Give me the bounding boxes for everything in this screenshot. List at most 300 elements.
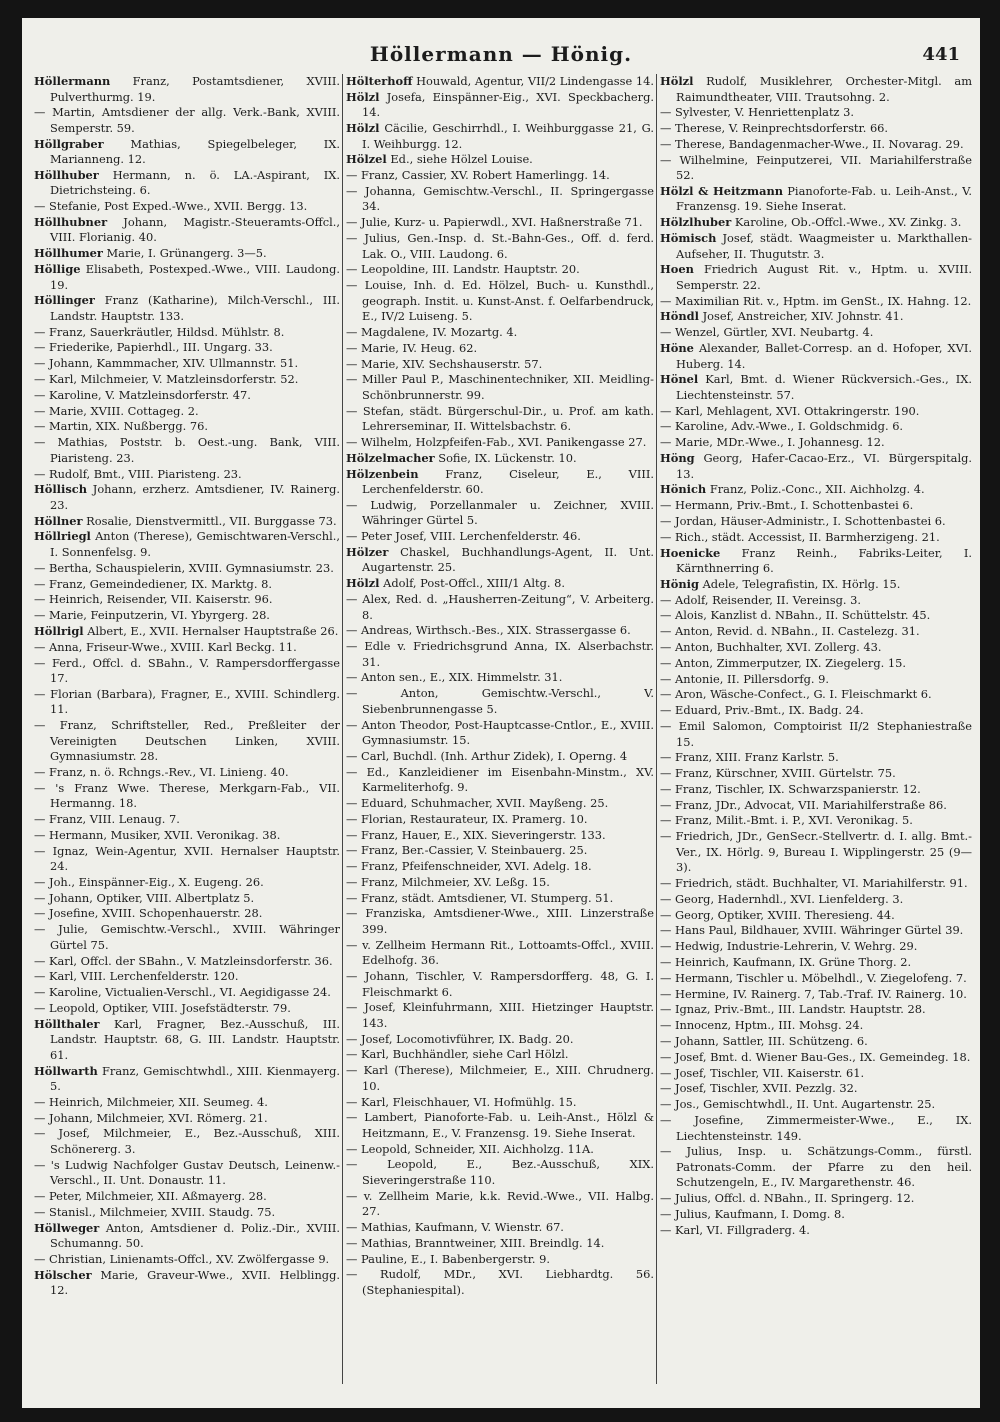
entry-details: — Alois, Kanzlist d. NBahn., II. Schüttelstr. 45. — [660, 608, 931, 623]
entry-details: — Florian (Barbara), Fragner, E., XVIII. Schindlerg. 11. — [34, 686, 340, 717]
entry-details: — Julius, Gen.-Insp. d. St.-Bahn-Ges., Off. d. ferd. Lak. O., VIII. Laudong. 6. — [346, 231, 654, 261]
entry-surname: Höng — [660, 451, 695, 466]
entry-details: — Anton, Buchhalter, XVI. Zollerg. 43. — [660, 640, 882, 655]
directory-entry — [660, 215, 972, 231]
directory-entry — [346, 1220, 654, 1236]
directory-entry — [34, 246, 340, 262]
entry-details: — Leopold, E., Bez.-Ausschuß, XIX. Sieveringerstraße 110. — [346, 1157, 654, 1187]
directory-entry — [346, 1110, 654, 1141]
entry-details: — Anton sen., E., XIX. Himmelstr. 31. — [346, 670, 563, 685]
entry-details: — Josef, Tischler, XVII. Pezzlg. 32. — [660, 1081, 858, 1096]
entry-details: — Antonie, II. Pillersdorfg. 9. — [660, 671, 830, 686]
entry-details: — Franz, Milit.-Bmt. i. P., XVI. Veronikag. 5. — [660, 813, 913, 828]
directory-entry — [34, 985, 340, 1001]
entry-details: — Friedrich, städt. Buchhalter, VI. Mariahilferstr. 91. — [660, 876, 968, 891]
entry-details: — Josef, Milchmeier, E., Bez.-Ausschuß, XIII. Schönererg. 3. — [34, 1126, 340, 1156]
entry-details: — Karl, VI. Fillgraderg. 4. — [660, 1222, 810, 1237]
directory-entry — [346, 215, 654, 231]
entry-details: — Karl, Mehlagent, XVI. Ottakringerstr. 190. — [660, 403, 920, 418]
entry-details: — Johann, Milchmeier, XVI. Römerg. 21. — [34, 1110, 268, 1125]
entry-details: — Karoline, Victualien-Verschl., VI. Aegidigasse 24. — [34, 985, 331, 1000]
entry-details: — Julius, Insp. u. Schätzungs-Comm., fürstl. Patronats-Comm. der Pfarre zu den heil. Schutzengeln, E., IV. Margarethenstr. 46. — [660, 1144, 972, 1190]
directory-entry — [34, 577, 340, 593]
entry-details: Johann, erzherz. Amtsdiener, IV. Rainerg. 23. — [50, 482, 340, 512]
directory-entry — [34, 215, 340, 246]
directory-entry — [34, 1126, 340, 1157]
entry-details: — Emil Salomon, Comptoirist II/2 Stephaniestraße 15. — [660, 719, 972, 749]
entry-surname: Hoen — [660, 262, 694, 277]
column-2 — [346, 74, 654, 1394]
entry-details: — Ludwig, Porzellanmaler u. Zeichner, XVIII. Währinger Gürtel 5. — [346, 497, 654, 528]
directory-entry — [660, 530, 972, 546]
directory-entry — [660, 74, 972, 105]
directory-entry — [660, 1144, 972, 1191]
directory-entry — [346, 1189, 654, 1220]
entry-details: — Leopold, Schneider, XII. Aichholzg. 11A. — [346, 1141, 594, 1156]
entry-details: — Marie, XVIII. Cottageg. 2. — [34, 403, 199, 418]
entry-details: — Hermine, IV. Rainerg. 7, Tab.-Traf. IV. Rainerg. 10. — [660, 986, 967, 1001]
directory-entry — [34, 1189, 340, 1205]
directory-entry — [660, 482, 972, 498]
directory-entry — [34, 105, 340, 136]
directory-entry — [660, 1113, 972, 1144]
entry-details: — Wilhelm, Holzpfeifen-Fab., XVI. Panikengasse 27. — [346, 434, 647, 449]
entry-details: — Marie, Feinputzerin, VI. Ybyrgerg. 28. — [34, 608, 270, 623]
directory-entry — [34, 1268, 340, 1299]
entry-details: — Florian, Restaurateur, IX. Pramerg. 10. — [346, 811, 588, 826]
directory-entry — [346, 1047, 654, 1063]
entry-surname: Hömisch — [660, 231, 717, 246]
entry-details: — Ignaz, Wein-Agentur, XVII. Hernalser Hauptstr. 24. — [34, 843, 340, 874]
entry-surname: Höllwarth — [34, 1063, 98, 1078]
directory-entry — [346, 1095, 654, 1111]
entry-surname: Hönel — [660, 372, 699, 387]
directory-entry — [346, 467, 654, 498]
entry-surname: Hölzl — [346, 121, 380, 136]
entry-details: — Johann, Kammmacher, XIV. Ullmannstr. 51. — [34, 356, 299, 371]
entry-details: Anton (Therese), Gemischtwaren-Verschl., I. Sonnenfelsg. 9. — [50, 529, 340, 559]
entry-details: — Julie, Gemischtw.-Verschl., XVIII. Währinger Gürtel 75. — [34, 922, 340, 952]
directory-entry — [34, 1111, 340, 1127]
directory-entry — [34, 765, 340, 781]
entry-surname: Höllinger — [34, 293, 95, 308]
entry-details: — Christian, Linienamts-Offcl., XV. Zwölfergasse 9. — [34, 1251, 330, 1266]
directory-entry — [346, 875, 654, 891]
entry-surname: Höllhubner — [34, 214, 108, 229]
directory-entry — [660, 577, 972, 593]
entry-details: — Marie, MDr.-Wwe., I. Johannesg. 12. — [660, 435, 885, 450]
entry-details: — v. Zellheim Marie, k.k. Revid.-Wwe., VII. Halbg. 27. — [346, 1188, 654, 1219]
entry-details: — Hedwig, Industrie-Lehrerin, V. Wehrg. 29. — [660, 939, 918, 954]
directory-entry — [34, 608, 340, 624]
directory-entry — [660, 813, 972, 829]
entry-surname: Höllgraber — [34, 136, 104, 151]
entry-details: — Hans Paul, Bildhauer, XVIII. Währinger Gürtel 39. — [660, 923, 964, 938]
directory-entry — [660, 137, 972, 153]
entry-details: — Julie, Kurz- u. Papierwdl., XVI. Haßnerstraße 71. — [346, 215, 643, 230]
entry-details: Rudolf, Musiklehrer, Orchester-Mitgl. am Raimundtheater, VIII. Trautsohng. 2. — [676, 74, 972, 104]
entry-details: — Karoline, V. Matzleinsdorferstr. 47. — [34, 387, 251, 402]
entry-details: — Josef, Kleinfuhrmann, XIII. Hietzinger Hauptstr. 143. — [346, 1000, 654, 1030]
entry-details: — Martin, Amtsdiener der allg. Verk.-Bank, XVIII. Semperstr. 59. — [34, 105, 340, 135]
directory-entry — [346, 828, 654, 844]
directory-entry — [34, 812, 340, 828]
entry-details: Josef, Anstreicher, XIV. Johnstr. 41. — [702, 309, 904, 324]
directory-entry — [346, 1142, 654, 1158]
directory-entry — [660, 1191, 972, 1207]
entry-surname: Höllriegl — [34, 529, 91, 544]
directory-entry — [660, 121, 972, 137]
directory-entry — [660, 593, 972, 609]
directory-entry — [660, 372, 972, 403]
directory-entry — [346, 969, 654, 1000]
directory-entry — [660, 608, 972, 624]
entry-details: — Friederike, Papierhdl., III. Ungarg. 33. — [34, 340, 273, 355]
entry-details: Mathias, Spiegelbeleger, IX. Marianneng. 12. — [50, 136, 340, 167]
directory-entry — [346, 404, 654, 435]
column-3 — [660, 74, 972, 1394]
entry-details: — Georg, Optiker, XVIII. Theresieng. 44. — [660, 907, 895, 922]
entry-details: — Hermann, Musiker, XVII. Veronikag. 38. — [34, 827, 281, 842]
entry-details: — Anton, Zimmerputzer, IX. Ziegelerg. 15. — [660, 655, 906, 670]
directory-entry — [34, 844, 340, 875]
entry-details: — Julius, Offcl. d. NBahn., II. Springerg. 12. — [660, 1191, 915, 1206]
entry-details: Ed., siehe Hölzel Louise. — [390, 152, 533, 167]
page-number: 441 — [922, 44, 960, 65]
directory-entry — [34, 293, 340, 324]
directory-entry — [34, 592, 340, 608]
entry-surname: Hölzl — [660, 74, 694, 88]
entry-details: Franz Reinh., Fabriks-Leiter, I. Kärnthnerring 6. — [676, 545, 972, 576]
directory-entry — [34, 482, 340, 513]
entry-details: — Marie, IV. Heug. 62. — [346, 340, 478, 355]
directory-entry — [660, 514, 972, 530]
entry-surname: Hoenicke — [660, 545, 721, 560]
entry-details: — Franz, Schriftsteller, Red., Preßleiter der Vereinigten Deutschen Linken, XVIII. Gymnasiumstr. 28. — [34, 718, 340, 764]
entry-details: — Lambert, Pianoforte-Fab. u. Leih-Anst., Hölzl & Heitzmann, E., V. Franzensg. 19. Siehe Inserat. — [346, 1110, 654, 1140]
directory-entry — [660, 987, 972, 1003]
entry-details: — Georg, Hadernhdl., XVI. Lienfelderg. 3. — [660, 891, 904, 906]
entry-details: Adele, Telegrafistin, IX. Hörlg. 15. — [702, 576, 901, 591]
directory-entry — [660, 341, 972, 372]
entry-surname: Höllisch — [34, 482, 87, 497]
entry-details: — Eduard, Schuhmacher, XVII. Mayßeng. 25. — [346, 795, 609, 810]
entry-details: — Adolf, Reisender, II. Vereinsg. 3. — [660, 592, 862, 607]
entry-details: Adolf, Post-Offcl., XIII/1 Altg. 8. — [383, 576, 565, 591]
entry-details: Chaskel, Buchhandlungs-Agent, II. Unt. Augartenstr. 25. — [362, 544, 654, 575]
entry-details: — Andreas, Wirthsch.-Bes., XIX. Strassergasse 6. — [346, 623, 631, 638]
entry-surname: Hölzel — [346, 152, 387, 167]
directory-entry — [346, 341, 654, 357]
directory-entry — [34, 356, 340, 372]
directory-entry — [34, 969, 340, 985]
entry-details: — Stefan, städt. Bürgerschul-Dir., u. Prof. am kath. Lehrerseminar, II. Wittelsbachstr. 6. — [346, 403, 654, 434]
directory-entry — [34, 828, 340, 844]
directory-entry — [346, 372, 654, 403]
directory-entry — [34, 1221, 340, 1252]
directory-entry — [346, 623, 654, 639]
entry-details: Franz, Postamtsdiener, XVIII. Pulverthurmg. 19. — [50, 74, 340, 104]
entry-surname: Höllhumer — [34, 246, 103, 261]
directory-entry — [660, 782, 972, 798]
entry-details: — Alex, Red. d. „Hausherren-Zeitung“, V. Arbeiterg. 8. — [346, 592, 654, 622]
directory-entry — [346, 749, 654, 765]
directory-entry — [346, 1063, 654, 1094]
directory-entry — [660, 892, 972, 908]
entry-details: — Martin, XIX. Nußbergg. 76. — [34, 419, 208, 434]
entry-details: — Johann, Optiker, VIII. Albertplatz 5. — [34, 890, 255, 905]
entry-details: — Ed., Kanzleidiener im Eisenbahn-Minstm., XV. Karmeliterhofg. 9. — [346, 764, 654, 795]
entry-details: — Heinrich, Reisender, VII. Kaiserstr. 96. — [34, 592, 273, 607]
entry-details: — Jos., Gemischtwhdl., II. Unt. Augartenstr. 25. — [660, 1097, 936, 1112]
directory-entry — [34, 1252, 340, 1268]
entry-details: — Josefine, XVIII. Schopenhauerstr. 28. — [34, 906, 263, 921]
entry-details: — Therese, Bandagenmacher-Wwe., II. Novarag. 29. — [660, 136, 964, 151]
directory-entry — [660, 955, 972, 971]
directory-entry — [346, 498, 654, 529]
directory-entry — [346, 1267, 654, 1298]
directory-entry — [346, 435, 654, 451]
entry-details: — Franz, Kürschner, XVIII. Gürtelstr. 75. — [660, 766, 896, 781]
entry-details: Franz, Ciseleur, E., VIII. Lerchenfelderstr. 60. — [362, 466, 654, 497]
entry-details: — Karl, Fleischhauer, VI. Hofmühlg. 15. — [346, 1094, 577, 1109]
directory-entry — [660, 719, 972, 750]
entry-details: Pianoforte-Fab. u. Leih-Anst., V. Franzensg. 19. Siehe Inserat. — [676, 183, 972, 214]
directory-entry — [34, 954, 340, 970]
entry-details: — Franz, Sauerkräutler, Hildsd. Mühlstr. 8. — [34, 324, 285, 339]
directory-entry — [346, 765, 654, 796]
entry-details: — Innocenz, Hptm., III. Mohsg. 24. — [660, 1018, 864, 1033]
entry-surname: Höllner — [34, 513, 83, 528]
directory-entry — [660, 829, 972, 876]
directory-entry — [660, 923, 972, 939]
directory-entry — [34, 372, 340, 388]
directory-entry — [660, 1097, 972, 1113]
directory-entry — [660, 1223, 972, 1239]
directory-entry — [660, 1018, 972, 1034]
entry-details: — Franz, Hauer, E., XIX. Sieveringerstr. 133. — [346, 827, 606, 842]
directory-entry — [346, 1157, 654, 1188]
column-divider — [342, 74, 343, 1384]
directory-entry — [660, 1050, 972, 1066]
entry-details: — Josef, Tischler, VII. Kaiserstr. 61. — [660, 1065, 865, 1080]
entry-details: — Jordan, Häuser-Administr., I. Schottenbastei 6. — [660, 513, 946, 528]
entry-details: — Aron, Wäsche-Confect., G. I. Fleischmarkt 6. — [660, 687, 932, 702]
entry-details: — Franz, Tischler, IX. Schwarzspanierstr. 12. — [660, 781, 921, 796]
entry-details: — Hermann, Priv.-Bmt., I. Schottenbastei 6. — [660, 498, 914, 513]
directory-entry — [660, 153, 972, 184]
directory-entry — [34, 1205, 340, 1221]
directory-entry — [660, 404, 972, 420]
entry-details: — Franziska, Amtsdiener-Wwe., XIII. Linzerstraße 399. — [346, 906, 654, 936]
directory-entry — [660, 325, 972, 341]
entry-details: — Josefine, Zimmermeister-Wwe., E., IX. Liechtensteinstr. 149. — [660, 1113, 972, 1143]
entry-details: — Johann, Sattler, III. Schützeng. 6. — [660, 1034, 868, 1049]
page-header — [22, 38, 980, 72]
directory-entry — [660, 656, 972, 672]
entry-details: — Magdalene, IV. Mozartg. 4. — [346, 324, 518, 339]
column-1 — [34, 74, 340, 1394]
entry-details: — Franz, Gemeindediener, IX. Marktg. 8. — [34, 576, 272, 591]
entry-details: — Franz, Ber.-Cassier, V. Steinbauerg. 25. — [346, 843, 588, 858]
directory-entry — [346, 152, 654, 168]
entry-details: Hermann, n. ö. LA.-Aspirant, IX. Dietrichsteing. 6. — [50, 167, 340, 198]
directory-entry — [346, 718, 654, 749]
directory-entry — [34, 1001, 340, 1017]
entry-details: — Rudolf, Bmt., VIII. Piaristeng. 23. — [34, 466, 242, 481]
entry-details: — Karl, Milchmeier, V. Matzleinsdorferstr. 52. — [34, 372, 299, 387]
entry-details: — Ferd., Offcl. d. SBahn., V. Rampersdorffergasse 17. — [34, 655, 340, 686]
directory-entry — [660, 546, 972, 577]
entry-surname: Höllrigl — [34, 623, 84, 638]
directory-entry — [660, 672, 972, 688]
directory-entry — [34, 514, 340, 530]
entry-details: — Mathias, Poststr. b. Oest.-ung. Bank, VIII. Piaristeng. 23. — [34, 435, 340, 465]
directory-entry — [660, 435, 972, 451]
entry-details: — Karl (Therese), Milchmeier, E., XIII. Chrudnerg. 10. — [346, 1063, 654, 1093]
entry-details: — Joh., Einspänner-Eig., X. Eugeng. 26. — [34, 874, 264, 889]
directory-entry — [346, 278, 654, 325]
entry-details: Georg, Hafer-Cacao-Erz., VI. Bürgerspitalg. 13. — [676, 451, 972, 481]
entry-details: Friedrich August Rit. v., Hptm. u. XVIII. Semperstr. 22. — [676, 262, 972, 292]
entry-details: Franz, Poliz.-Conc., XII. Aichholzg. 4. — [709, 482, 925, 497]
entry-details: — Stanisl., Milchmeier, XVIII. Staudg. 75. — [34, 1204, 276, 1219]
entry-details: — Franz, n. ö. Rchngs.-Rev., VI. Linieng. 40. — [34, 764, 289, 779]
directory-entry — [34, 781, 340, 812]
entry-details: — Heinrich, Milchmeier, XII. Seumeg. 4. — [34, 1094, 268, 1109]
directory-entry — [660, 105, 972, 121]
entry-details: — Anton Theodor, Post-Hauptcasse-Cntlor., E., XVIII. Gymnasiumstr. 15. — [346, 717, 654, 748]
directory-entry — [660, 624, 972, 640]
entry-details: — Carl, Buchdl. (Inh. Arthur Zidek), I. Operng. 4 — [346, 748, 628, 763]
directory-entry — [346, 545, 654, 576]
directory-entry — [34, 404, 340, 420]
entry-details: — Leopold, Optiker, VIII. Josefstädterstr. 79. — [34, 1000, 291, 1015]
entry-details: — Miller Paul P., Maschinentechniker, XII. Meidling-Schönbrunnerstr. 99. — [346, 372, 654, 402]
directory-entry — [660, 1066, 972, 1082]
entry-details: Johann, Magistr.-Steueramts-Offcl., VIII. Florianig. 40. — [50, 214, 340, 245]
entry-details: Marie, I. Grünangerg. 3—5. — [106, 246, 267, 261]
directory-entry — [34, 325, 340, 341]
directory-entry — [346, 74, 654, 90]
directory-entry — [660, 876, 972, 892]
entry-details: — Stefanie, Post Exped.-Wwe., XVII. Bergg. 13. — [34, 199, 308, 214]
entry-details: — Anna, Friseur-Wwe., XVIII. Karl Beckg. 11. — [34, 639, 297, 654]
directory-entry — [34, 1017, 340, 1064]
directory-entry — [34, 435, 340, 466]
entry-details: — Heinrich, Kaufmann, IX. Grüne Thorg. 2. — [660, 955, 912, 970]
entry-details: Houwald, Agentur, VII/2 Lindengasse 14. — [416, 74, 654, 88]
directory-entry — [346, 843, 654, 859]
directory-entry — [660, 1034, 972, 1050]
entry-surname: Höllweger — [34, 1220, 100, 1235]
entry-details: Anton, Amtsdiener d. Poliz.-Dir., XVIII. Schumanng. 50. — [50, 1220, 340, 1251]
directory-entry — [34, 687, 340, 718]
entry-details: — Johann, Tischler, V. Rampersdorfferg. 48, G. I. Fleischmarkt 6. — [346, 969, 654, 999]
directory-entry — [660, 1207, 972, 1223]
directory-entry — [34, 137, 340, 168]
directory-entry — [34, 419, 340, 435]
directory-entry — [34, 875, 340, 891]
directory-entry — [34, 640, 340, 656]
directory-entry — [34, 199, 340, 215]
directory-entry — [660, 971, 972, 987]
entry-surname: Hölzl — [346, 576, 380, 591]
entry-details: Josefa, Einspänner-Eig., XVI. Speckbacherg. 14. — [362, 89, 654, 120]
column-divider — [656, 74, 657, 1384]
directory-entry — [660, 939, 972, 955]
entry-details: — 's Franz Wwe. Therese, Merkgarn-Fab., VII. Hermanng. 18. — [34, 780, 340, 811]
directory-entry — [660, 1081, 972, 1097]
entry-details: — Eduard, Priv.-Bmt., IX. Badg. 24. — [660, 703, 864, 718]
entry-details: — Franz, XIII. Franz Karlstr. 5. — [660, 750, 839, 765]
directory-entry — [660, 687, 972, 703]
directory-entry — [660, 498, 972, 514]
entry-details: — Therese, V. Reinprechtsdorferstr. 66. — [660, 121, 889, 136]
entry-details: — Bertha, Schauspielerin, XVIII. Gymnasiumstr. 23. — [34, 560, 334, 575]
entry-details: — Edle v. Friedrichsgrund Anna, IX. Alserbachstr. 31. — [346, 639, 654, 669]
entry-details: — Franz, Cassier, XV. Robert Hamerlingg. 14. — [346, 168, 610, 183]
entry-surname: Höne — [660, 341, 694, 356]
directory-entry — [346, 262, 654, 278]
directory-entry — [34, 922, 340, 953]
entry-details: — Josef, Locomotivführer, IX. Badg. 20. — [346, 1031, 574, 1046]
entry-details: — v. Zellheim Hermann Rit., Lottoamts-Offcl., XVIII. Edelhofg. 36. — [346, 937, 654, 968]
directory-entry — [34, 561, 340, 577]
entry-surname: Höndl — [660, 309, 699, 324]
entry-details: — Franz, städt. Amtsdiener, VI. Stumperg. 51. — [346, 890, 614, 905]
directory-entry — [660, 419, 972, 435]
directory-entry — [346, 938, 654, 969]
directory-entry — [660, 640, 972, 656]
directory-entry — [660, 184, 972, 215]
directory-entry — [34, 718, 340, 765]
directory-entry — [660, 262, 972, 293]
entry-details: — Franz, JDr., Advocat, VII. Mariahilferstraße 86. — [660, 797, 947, 812]
directory-entry — [346, 1000, 654, 1031]
directory-entry — [34, 262, 340, 293]
entry-details: Alexander, Ballet-Corresp. an d. Hofoper, XVI. Huberg. 14. — [676, 341, 972, 371]
directory-entry — [34, 891, 340, 907]
directory-entry — [34, 168, 340, 199]
entry-surname: Hölzenbein — [346, 466, 419, 481]
entry-surname: Hölzl — [346, 89, 380, 104]
entry-details: Marie, Graveur-Wwe., XVII. Helblingg. 12. — [50, 1267, 340, 1298]
entry-details: Elisabeth, Postexped.-Wwe., VIII. Laudong. 19. — [50, 262, 340, 292]
entry-details: Franz (Katharine), Milch-Verschl., III. Landstr. Hauptstr. 133. — [50, 293, 340, 323]
directory-entry — [346, 686, 654, 717]
entry-details: Albert, E., XVII. Hernalser Hauptstraße 26. — [87, 623, 339, 638]
entry-details: — Franz, Milchmeier, XV. Leßg. 15. — [346, 874, 550, 889]
entry-details: — Friedrich, JDr., GenSecr.-Stellvertr. d. I. allg. Bmt.-Ver., IX. Hörlg. 9, Bureau I. Wipplingerstr. 25 (9—3). — [660, 829, 972, 875]
entry-details: — Peter, Milchmeier, XII. Aßmayerg. 28. — [34, 1189, 267, 1204]
entry-surname: Hölzer — [346, 544, 389, 559]
entry-surname: Höllermann — [34, 74, 111, 88]
directory-entry — [346, 859, 654, 875]
directory-entry — [346, 121, 654, 152]
directory-entry — [34, 74, 340, 105]
entry-details: — Karoline, Adv.-Wwe., I. Goldschmidg. 6. — [660, 419, 904, 434]
entry-details: — Leopoldine, III. Landstr. Hauptstr. 20. — [346, 262, 580, 277]
directory-entry — [34, 340, 340, 356]
entry-details: — Peter Josef, VIII. Lerchenfelderstr. 46. — [346, 529, 581, 544]
entry-details: — Marie, XIV. Sechshauserstr. 57. — [346, 356, 543, 371]
entry-details: — Louise, Inh. d. Ed. Hölzel, Buch- u. Kunsthdl., geograph. Instit. u. Kunst-Anst. f. Oelfarbendruck, E., IV/2 Luiseng. 5. — [346, 278, 654, 324]
directory-entry — [34, 467, 340, 483]
directory-entry — [34, 656, 340, 687]
entry-details: — Karl, VIII. Lerchenfelderstr. 120. — [34, 969, 239, 984]
entry-surname: Hölzelmacher — [346, 450, 435, 465]
